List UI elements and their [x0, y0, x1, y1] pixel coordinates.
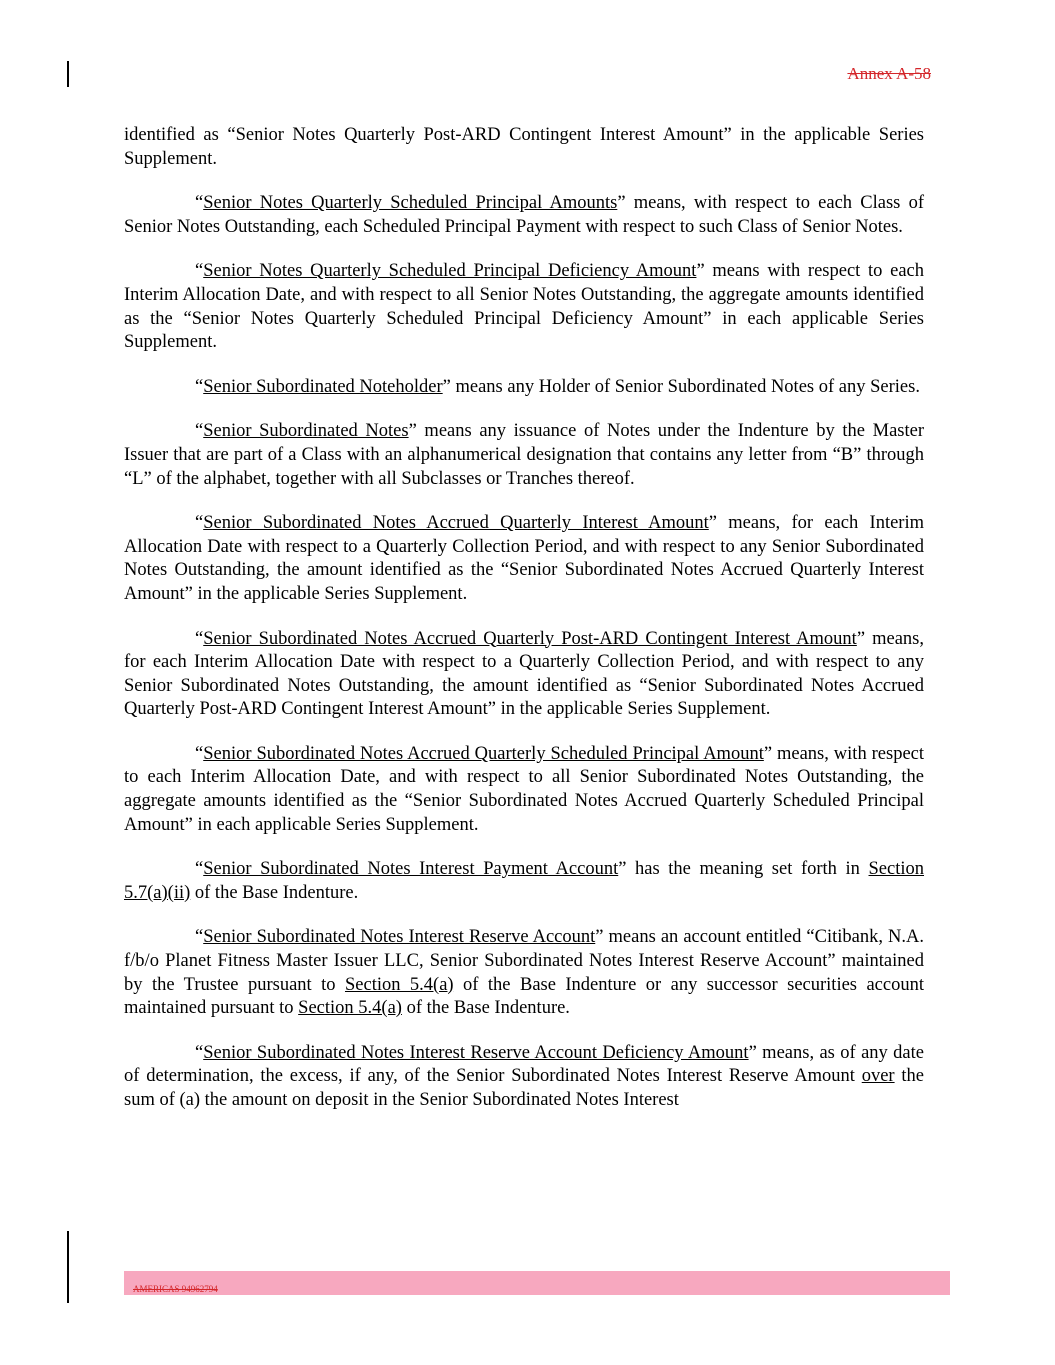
page-number-label: Annex A-58: [847, 64, 931, 83]
definition-paragraph: “Senior Subordinated Notes Interest Reserve Account” means an account entitled “Citibank, N.A. f/b/o Planet Fitness Master Issuer LLC, Senior Subordinated Notes Interest Reserve Account” maintained by the Trustee pursuant to Section 5.4(a) of the Base Indenture or any successor securities account maintained pursuant to Section 5.4(a) of the Base Indenture.: [124, 927, 924, 1019]
section-reference: Section 5.4(a): [344, 974, 454, 995]
definition-paragraph: “Senior Subordinated Notes Accrued Quarterly Interest Amount” means, for each Interim Allocation Date with respect to a Quarterly Collection Period, and with respect to any Senior Subordinated Notes Outstanding, the amount identified as the “Senior Subordinated Notes Accrued Quarterly Interest Amount” in the applicable Series Supplement.: [124, 513, 924, 604]
paragraph-continuation: identified as “Senior Notes Quarterly Post-ARD Contingent Interest Amount” in the applicable Series Supplement.: [124, 125, 924, 169]
defined-term: Senior Subordinated Notes Interest Reserve Account Deficiency Amount: [203, 1042, 749, 1063]
definition-paragraph: “Senior Subordinated Notes Accrued Quarterly Post-ARD Contingent Interest Amount” means, for each Interim Allocation Date with respect to a Quarterly Collection Period, and with respect to any Senior Subordinated Notes Outstanding, the amount identified as “Senior Subordinated Notes Accrued Quarterly Post-ARD Contingent Interest Amount” in the applicable Series Supplement.: [124, 628, 924, 720]
definition-paragraph: “Senior Subordinated Notes Interest Payment Account” has the meaning set forth in Section 5.7(a)(ii) of the Base Indenture.: [124, 859, 925, 903]
definition-paragraph: “Senior Subordinated Notes Interest Reserve Account Deficiency Amount” means, as of any date of determination, the excess, if any, of the Senior Subordinated Notes Interest Reserve Amount over the sum of (a) the amount on deposit in the Senior Subordinated Notes Interest: [124, 1042, 924, 1110]
defined-term: Senior Subordinated Notes: [203, 421, 409, 442]
defined-term: Senior Subordinated Notes Interest Reserve Account: [203, 927, 596, 948]
definition-paragraph: “Senior Notes Quarterly Scheduled Principal Deficiency Amount” means with respect to each Interim Allocation Date, and with respect to all Senior Notes Outstanding, the aggregate amounts identified as the “Senior Notes Quarterly Scheduled Principal Deficiency Amount” in each applicable Series Supplement.: [124, 261, 924, 353]
defined-term: Senior Subordinated Notes Interest Payment Account: [203, 859, 619, 880]
footer-band: [124, 1271, 950, 1295]
defined-term: Senior Subordinated Notes Accrued Quarterly Interest Amount: [203, 513, 709, 534]
defined-term: Senior Subordinated Notes Accrued Quarterly Post-ARD Contingent Interest Amount: [203, 628, 857, 649]
definition-paragraph: “Senior Subordinated Notes Accrued Quarterly Scheduled Principal Amount” means, with respect to each Interim Allocation Date, and with respect to all Senior Subordinated Notes Outstanding, the aggregate amounts identified as the “Senior Subordinated Notes Accrued Quarterly Scheduled Principal Amount” in each applicable Series Supplement.: [124, 743, 925, 835]
section-reference: Section 5.7(a)(ii): [124, 859, 925, 903]
definition-paragraph: “Senior Subordinated Noteholder” means any Holder of Senior Subordinated Notes of any Series.: [195, 376, 920, 397]
defined-term: Senior Notes Quarterly Scheduled Principal Deficiency Amount: [203, 261, 697, 282]
change-bar-top: [67, 61, 69, 87]
definition-paragraph: “Senior Subordinated Notes” means any issuance of Notes under the Indenture by the Master Issuer that are part of a Class with an alphanumerical designation that contains any letter from “B” through “L” of the alphabet, together with all Subclasses or Tranches thereof.: [124, 421, 924, 489]
defined-term: Senior Notes Quarterly Scheduled Principal Amounts: [203, 193, 618, 214]
document-id: AMERICAS 94962794: [133, 1284, 218, 1294]
definition-paragraph: “Senior Notes Quarterly Scheduled Principal Amounts” means, with respect to each Class of Senior Notes Outstanding, each Scheduled Principal Payment with respect to such Class of Senior Notes.: [124, 193, 924, 237]
change-bar-bottom: [67, 1231, 69, 1303]
document-body: [124, 124, 924, 1134]
emphasis-word: over: [861, 1066, 895, 1087]
defined-term: Senior Subordinated Noteholder: [203, 376, 443, 397]
defined-term: Senior Subordinated Notes Accrued Quarterly Scheduled Principal Amount: [203, 743, 764, 764]
section-reference: Section 5.4(a): [298, 998, 402, 1019]
